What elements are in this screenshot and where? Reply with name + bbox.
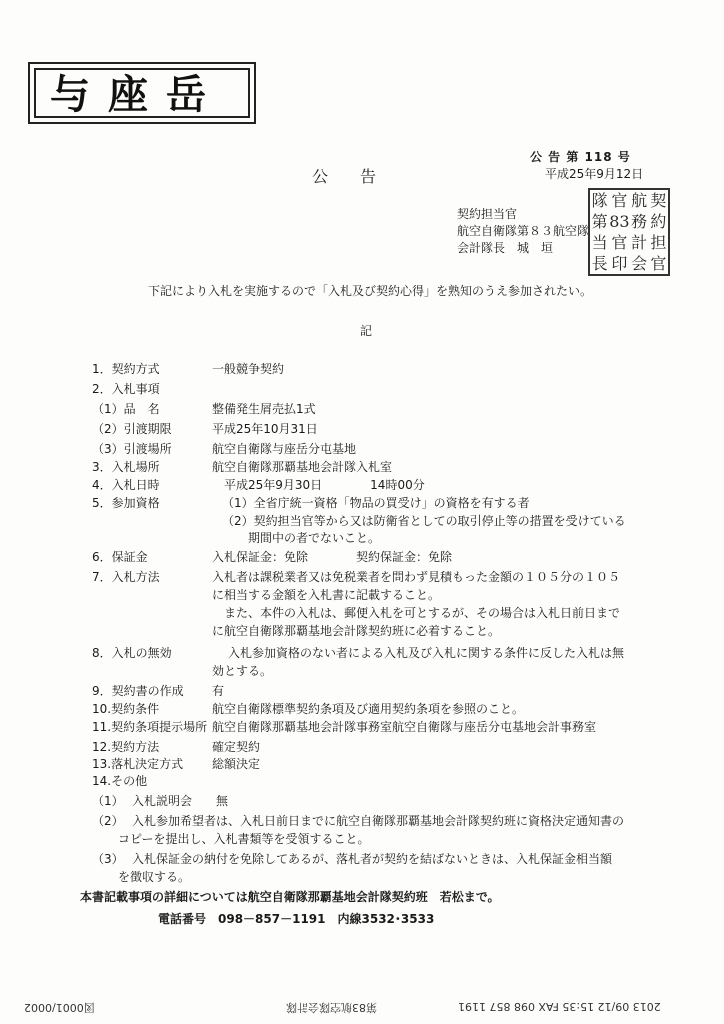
item-value: 航空自衛隊那覇基地会計隊事務室航空自衛隊与座岳分屯基地会計事務室 [212, 720, 597, 734]
seal-char: 83 [609, 211, 630, 231]
invalid-line2: 効とする。 [212, 664, 273, 678]
seal-char: 航 [631, 190, 648, 210]
item-value: 整備発生屑売払1式 [212, 402, 316, 416]
other-2-line1: 入札参加希望者は、入札日前日までに航空自衛隊那覇基地会計隊契約班に資格決定通知書の [132, 814, 625, 828]
item-value: 一般競争契約 [212, 362, 285, 376]
logo-box [28, 62, 256, 124]
phone-number: 電話番号 098－857－1191 内線3532･3533 [158, 912, 435, 926]
intro-text: 下記により入札を実施するので「入札及び契約心得」を熟知のうえ参加されたい。 [148, 284, 593, 298]
item-label: 1．契約方式 [92, 362, 160, 376]
invalid-label: 8．入札の無効 [92, 646, 172, 660]
notice-date: 平成25年9月12日 [545, 167, 644, 181]
item-value: 航空自衛隊標準契約条項及び適用契約条項を参照のこと。 [212, 702, 525, 716]
item-label: 14.その他 [92, 774, 148, 788]
seal-char: 約 [650, 211, 667, 231]
item-label: 13.落札決定方式 [92, 757, 184, 771]
item-label: 4．入札日時 [92, 478, 160, 492]
seal-char: 会 [631, 253, 648, 273]
detail-contact: 本書記載事項の詳細については航空自衛隊那覇基地会計隊契約班 若松まで。 [80, 890, 500, 904]
seal-char: 計 [631, 232, 648, 252]
qualification-2-line2: 期間中の者でないこと。 [248, 531, 381, 545]
item-value: （1）全省庁統一資格「物品の買受け」の資格を有する者 [222, 496, 530, 510]
item-label: （2）引渡期限 [92, 422, 172, 436]
seal-char: 担 [650, 232, 667, 252]
item-label: 5．参加資格 [92, 496, 160, 510]
method-line4: に航空自衛隊那覇基地会計隊契約班に必着すること。 [212, 624, 501, 638]
other-1-label: （1） [92, 794, 124, 808]
document-title: 公 告 [312, 167, 377, 186]
fax-header-right: 図0001/0002 [24, 1001, 95, 1014]
notice-number: 公 告 第 118 号 [530, 150, 631, 164]
qualification-2-line1: （2）契約担当官等から又は防衛省としての取引停止等の措置を受けている [222, 514, 626, 528]
item-value: 有 [212, 684, 225, 698]
item-value: 平成25年10月31日 [212, 422, 318, 436]
item-label: （3）引渡場所 [92, 442, 172, 456]
item-label: 11.契約条項提示場所 [92, 720, 208, 734]
guarantee-value: 入札保証金：免除 契約保証金：免除 [212, 550, 453, 564]
seal-char: 当 [591, 232, 608, 252]
logo-text: 与座岳 [34, 68, 250, 118]
other-1-text: 入札説明会 無 [132, 794, 229, 808]
guarantee-label: 6．保証金 [92, 550, 148, 564]
item-value: 航空自衛隊那覇基地会計隊入札室 [212, 460, 393, 474]
method-line3: また、本件の入札は、郵便入札を可とするが、その場合は入札日前日まで [212, 606, 621, 620]
other-3-line1: 入札保証金の納付を免除してあるが、落札者が契約を結ばないときは、入札保証金相当額 [132, 852, 613, 866]
seal-char: 第 [591, 211, 608, 231]
method-label: 7．入札方法 [92, 570, 160, 584]
seal-char: 契 [650, 190, 667, 210]
seal-char: 官 [611, 232, 628, 252]
officer-unit: 航空自衛隊第８３航空隊 [457, 224, 590, 238]
other-2-label: （2） [92, 814, 124, 828]
item-label: （1）品 名 [92, 402, 160, 416]
item-value: 総額決定 [212, 757, 261, 771]
ki-marker: 記 [360, 324, 373, 338]
item-label: 10.契約条件 [92, 702, 160, 716]
seal-char: 印 [611, 253, 628, 273]
other-3-label: （3） [92, 852, 124, 866]
seal-char: 長 [591, 253, 608, 273]
item-label: 3．入札場所 [92, 460, 160, 474]
fax-header-middle: 第83航空隊会計隊 [286, 1001, 377, 1014]
seal-char: 官 [650, 253, 667, 273]
seal-char: 隊 [591, 190, 608, 210]
other-2-line2: コピーを提出し、入札書類等を受領すること。 [118, 832, 370, 846]
seal-char: 務 [631, 211, 648, 231]
official-seal [588, 188, 670, 276]
invalid-line1: 入札参加資格のない者による入札及び入札に関する条件に反した入札は無 [228, 646, 625, 660]
fax-header-left: 2013 09/12 15:35 FAX 098 857 1191 [458, 1000, 661, 1013]
other-3-line2: を徴収する。 [118, 870, 191, 884]
officer-title: 契約担当官 [457, 207, 518, 221]
item-value: 確定契約 [212, 740, 261, 754]
item-label: 9．契約書の作成 [92, 684, 184, 698]
item-label: 2．入札事項 [92, 382, 160, 396]
item-value: 航空自衛隊与座岳分屯基地 [212, 442, 357, 456]
method-line1: 入札者は課税業者又は免税業者を問わず見積もった金額の１０５分の１０５ [212, 570, 621, 584]
method-line2: に相当する金額を入札書に記載すること。 [212, 588, 441, 602]
officer-name: 会計隊長 城 垣 [457, 241, 554, 255]
item-value: 平成25年9月30日 14時00分 [212, 478, 425, 492]
seal-char: 官 [611, 190, 628, 210]
item-label: 12.契約方法 [92, 740, 160, 754]
